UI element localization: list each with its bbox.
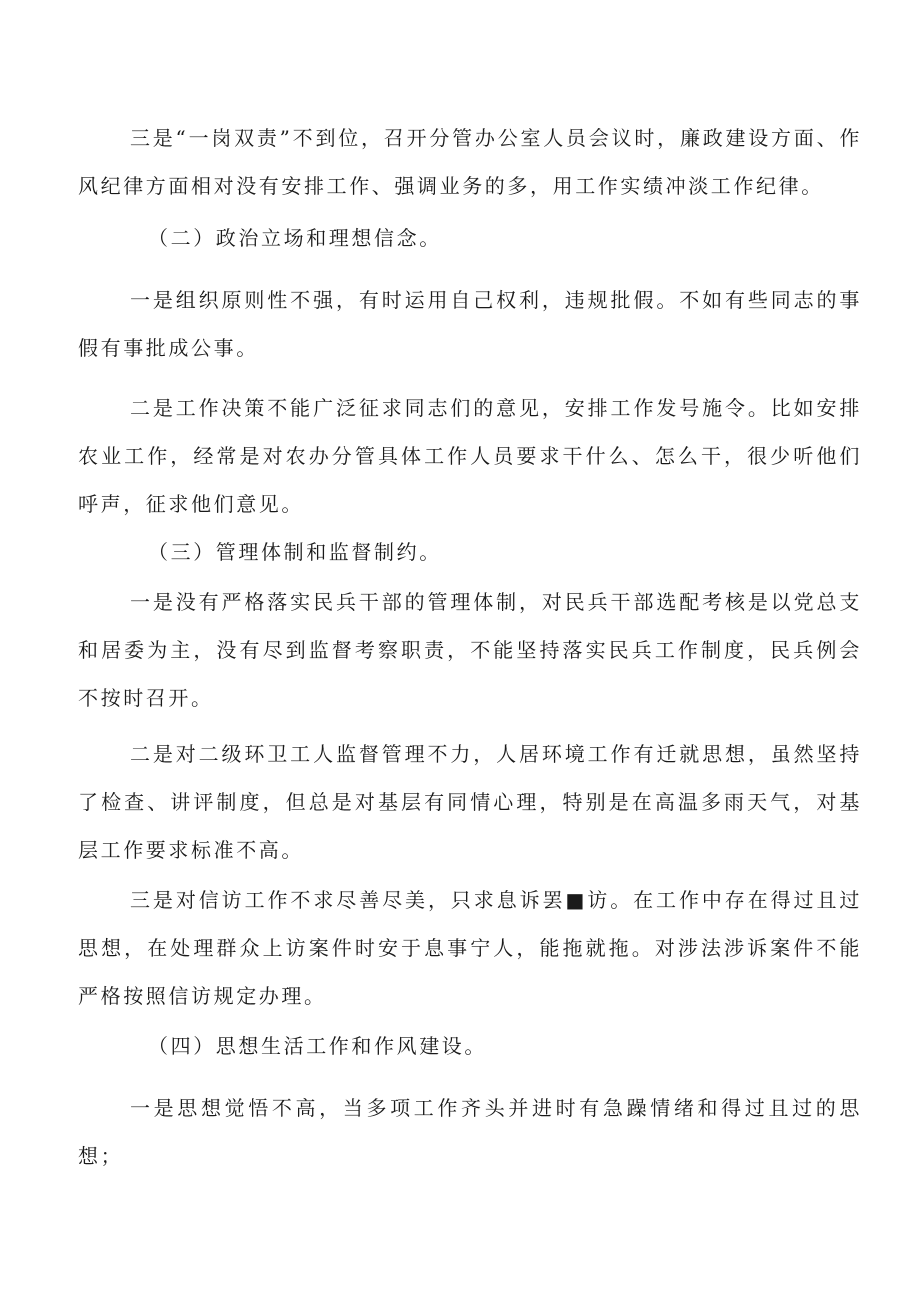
section-heading-ideology-work-style: （四）思想生活工作和作风建设。 <box>148 1034 487 1058</box>
paragraph-decision-making: 二是工作决策不能广泛征求同志们的意见，安排工作发号施令。比如安排农业工作，经常是对农办分管具体工作人员要求干什么、怎么干，很少听他们呼声，征求他们意见。 <box>78 396 862 516</box>
paragraph-petition-work: 三是对信访工作不求尽善尽美，只求息诉罢■访。在工作中存在得过且过思想，在处理群众上访案件时安于息事宁人，能拖就拖。对涉法涉诉案件不能严格按照信访规定办理。 <box>78 888 862 1008</box>
section-heading-political-stance: （二）政治立场和理想信念。 <box>148 226 442 250</box>
paragraph-one-post-two-duties: 三是“一岗双责”不到位，召开分管办公室人员会议时，廉政建设方面、作风纪律方面相对没有安排工作、强调业务的多，用工作实绩冲淡工作纪律。 <box>78 126 862 198</box>
paragraph-organization-principle: 一是组织原则性不强，有时运用自己权利，违规批假。不如有些同志的事假有事批成公事。 <box>78 288 862 360</box>
paragraph-sanitation-supervision: 二是对二级环卫工人监督管理不力，人居环境工作有迁就思想，虽然坚持了检查、讲评制度，但总是对基层有同情心理，特别是在高温多雨天气，对基层工作要求标准不高。 <box>78 742 862 862</box>
paragraph-ideological-awareness: 一是思想觉悟不高，当多项工作齐头并进时有急躁情绪和得过且过的思想； <box>78 1096 862 1168</box>
paragraph-militia-management: 一是没有严格落实民兵干部的管理体制，对民兵干部选配考核是以党总支和居委为主，没有尽到监督考察职责，不能坚持落实民兵工作制度，民兵例会不按时召开。 <box>78 590 862 710</box>
section-heading-management-system: （三）管理体制和监督制约。 <box>148 540 442 564</box>
